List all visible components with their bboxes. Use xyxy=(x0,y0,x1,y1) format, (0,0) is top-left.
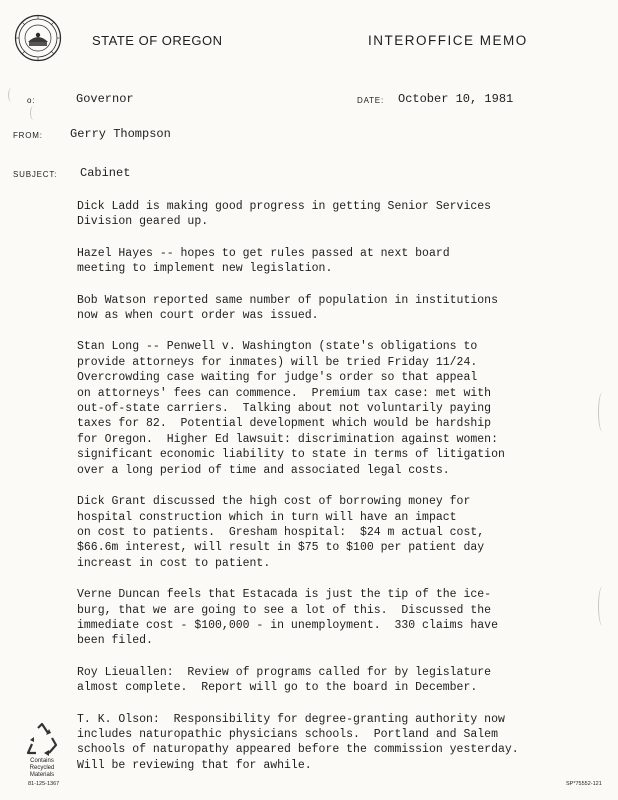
paragraph-stan-long: Stan Long -- Penwell v. Washington (state's obligations to provide attorneys for inmates) will be tried Friday 11/24. Overcrowding case waiting for judge's order so that appeal on attorneys' fees can commence. Premium tax case: met with out-of-state carriers. Talking about not voluntarily paying taxes for 82. Potential development which would be hardship for Oregon. Higher Ed lawsuit: discrimination against women: significant economic liability to state in terms of litigation over a long period of time and associated legal costs. xyxy=(77,340,505,477)
to-label: o: xyxy=(27,96,36,105)
paragraph-bob-watson: Bob Watson reported same number of population in institutions now as when court order was issued. xyxy=(77,293,498,323)
form-number-left: 81-125-1367 xyxy=(28,781,60,787)
paragraph-dick-grant: Dick Grant discussed the high cost of borrowing money for hospital construction which in turn will have an impact on cost to patients. Gresham hospital: $24 m actual cost, $66.6m interest, will result in $75 to $100 per patient day increast in cost to patient. xyxy=(77,495,485,570)
margin-mark xyxy=(30,106,37,120)
paragraph-hazel-hayes: Hazel Hayes -- hopes to get rules passed at next board meeting to implement new legislation. xyxy=(77,246,450,276)
margin-mark xyxy=(8,88,15,102)
paragraph-verne-duncan: Verne Duncan feels that Estacada is just the tip of the ice- burg, that we are going to see a lot of this. Discussed the immediate cost - $100,000 - in unemployment. 330 claims have been filed. xyxy=(77,588,498,648)
from-label: FROM: xyxy=(13,131,43,140)
paragraph-tk-olson: T. K. Olson: Responsibility for degree-granting authority now includes naturopathic physicians schools. Portland and Salem schools of naturopathy appeared before the commission yesterday. Will be reviewing that for awhile. xyxy=(77,712,519,772)
state-seal-icon xyxy=(14,14,62,62)
date-value: October 10, 1981 xyxy=(398,92,514,106)
to-value: Governor xyxy=(76,92,134,106)
memo-type: INTEROFFICE MEMO xyxy=(368,33,528,48)
paragraph-roy-lieuallen: Roy Lieuallen: Review of programs called for by legislature almost complete. Report will go to the board in December. xyxy=(77,665,492,695)
agency-name: STATE OF OREGON xyxy=(92,33,223,48)
form-number-right: SP*75552-121 xyxy=(566,781,602,787)
subject-value: Cabinet xyxy=(80,166,131,180)
memo-body xyxy=(77,199,612,789)
paragraph-dick-ladd: Dick Ladd is making good progress in getting Senior Services Division geared up. xyxy=(77,200,492,229)
recycle-icon xyxy=(22,722,62,758)
subject-label: SUBJECT: xyxy=(13,170,58,179)
date-label: DATE: xyxy=(357,96,384,105)
recycled-materials-text: Contains Recycled Materials xyxy=(29,758,55,778)
from-value: Gerry Thompson xyxy=(70,127,171,141)
